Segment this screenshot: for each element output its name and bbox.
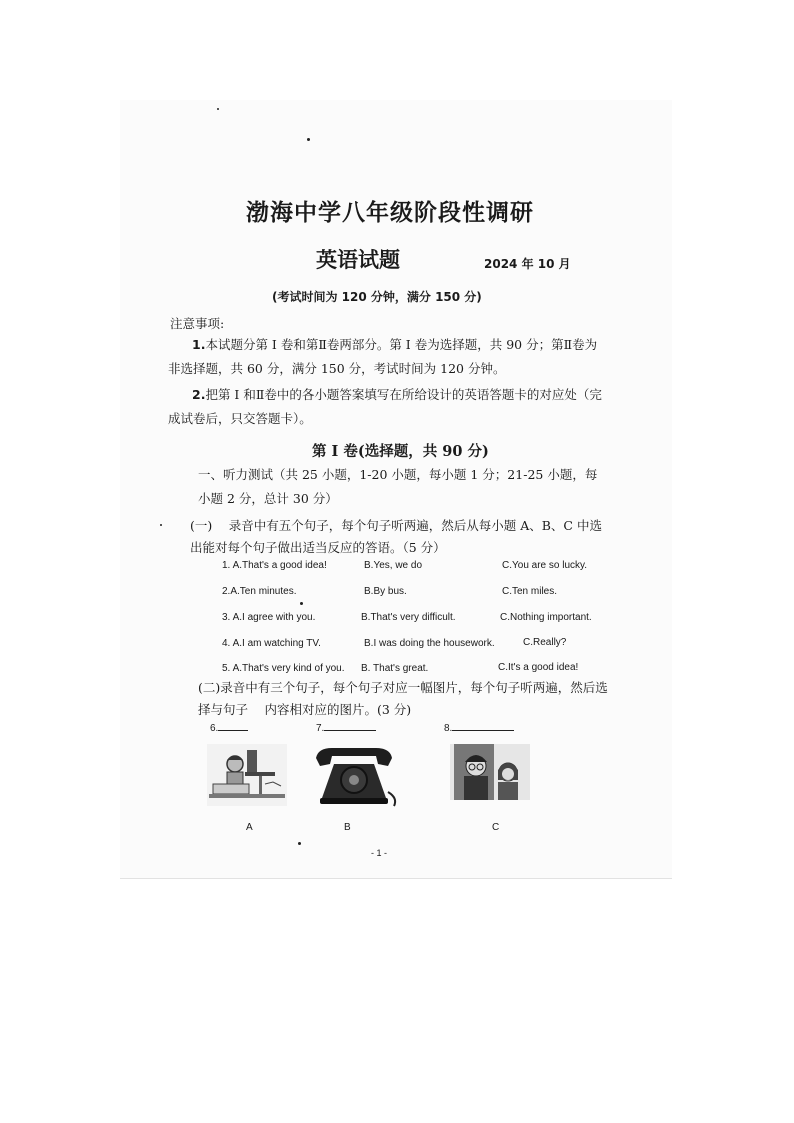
question-1-option-a: 1. A.That's a good idea! xyxy=(222,560,327,571)
part-2-instruction: (二)录音中有三个句子，每个句子对应一幅图片，每个句子听两遍，然后选择与句子 内容相对应的图片。(3 分) xyxy=(198,680,608,717)
answer-blank-8-number: 8. xyxy=(444,723,453,734)
exam-title: 渤海中学八年级阶段性调研 xyxy=(246,200,534,226)
listening-part-heading: 一、听力测试（共 25 小题，1-20 小题，每小题 1 分；21-25 小题，每小题 2 分，总计 30 分） xyxy=(198,467,598,506)
two-people-picture xyxy=(450,744,530,800)
page-number: - 1 - xyxy=(371,848,388,858)
blank-line xyxy=(452,719,514,731)
question-5-option-a: 5. A.That's very kind of you. xyxy=(222,663,345,674)
question-1-option-b: B.Yes, we do xyxy=(364,560,423,571)
question-5-option-c: C.It's a good idea! xyxy=(498,662,579,673)
question-5-option-b: B. That's great. xyxy=(361,663,429,674)
scan-speck xyxy=(160,524,162,526)
picture-a-label: A xyxy=(246,822,253,833)
question-1-option-c: C.You are so lucky. xyxy=(502,560,588,571)
answer-blank-7-number: 7. xyxy=(316,723,325,734)
exam-time-info: (考试时间为 120 分钟，满分 150 分) xyxy=(272,290,482,304)
telephone-picture xyxy=(308,744,400,810)
answer-blank-8 xyxy=(444,719,514,734)
notice-heading: 注意事项: xyxy=(170,316,225,331)
blank-line xyxy=(218,719,248,731)
question-3-option-c: C.Nothing important. xyxy=(500,612,592,623)
scan-speck xyxy=(300,602,303,605)
question-4-option-a: 4. A.I am watching TV. xyxy=(222,638,321,649)
question-4-option-c: C.Really? xyxy=(523,637,567,648)
notice-item-1-number: 1. xyxy=(192,337,206,352)
blank-line xyxy=(324,719,376,731)
question-3-option-a: 3. A.I agree with you. xyxy=(222,612,316,623)
section-1-title: 第 I 卷(选择题，共 90 分) xyxy=(312,443,489,460)
scan-speck xyxy=(217,108,219,110)
picture-c-label: C xyxy=(492,822,500,833)
notice-item-1-text: 本试题分第 I 卷和第Ⅱ卷两部分。第 I 卷为选择题，共 90 分；第Ⅱ卷为非选择题，共 60 分，满分 150 分，考试时间为 120 分钟。 xyxy=(168,337,598,376)
notice-item-2-number: 2. xyxy=(192,387,206,402)
answer-blank-6-number: 6. xyxy=(210,723,219,734)
answer-blank-7 xyxy=(316,719,376,734)
boy-at-desk-picture xyxy=(207,744,287,806)
answer-blank-6 xyxy=(210,719,248,734)
notice-item-1 xyxy=(168,333,608,381)
part-1-instruction: (一) 录音中有五个句子，每个句子听两遍，然后从每小题 A、B、C 中选出能对每个句子做出适当反应的答语。（5 分） xyxy=(190,518,602,555)
question-2-option-c: C.Ten miles. xyxy=(502,586,558,597)
scan-speck xyxy=(307,138,310,141)
picture-b-label: B xyxy=(344,822,351,833)
question-4-option-b: B.I was doing the housework. xyxy=(364,638,495,649)
question-3-option-b: B.That's very difficult. xyxy=(361,612,456,623)
notice-item-2 xyxy=(168,383,608,431)
exam-date: 2024 年 10 月 xyxy=(484,257,571,271)
notice-item-2-text: 把第 I 和Ⅱ卷中的各小题答案填写在所给设计的英语答题卡的对应处（完成试卷后，只交答题卡）。 xyxy=(168,387,602,426)
scan-speck xyxy=(298,842,301,845)
question-2-option-a: 2.A.Ten minutes. xyxy=(222,586,297,597)
question-2-option-b: B.By bus. xyxy=(364,586,407,597)
exam-subtitle: 英语试题 xyxy=(316,248,400,272)
